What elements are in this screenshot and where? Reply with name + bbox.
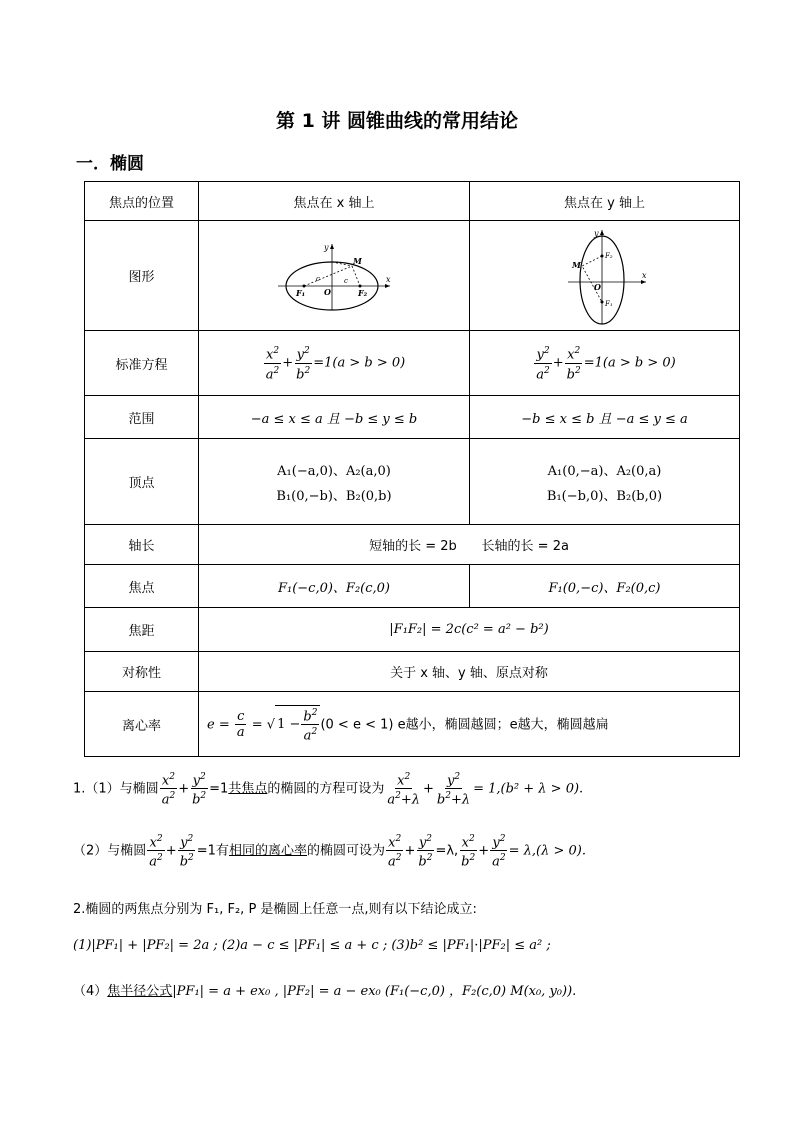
note-5-prefix: （4） <box>73 984 108 999</box>
eccentricity-desc: (0 < e < 1) e越小，椭圆越圆；e越大，椭圆越扁 <box>320 717 609 732</box>
fig2-F1: F₁ <box>604 299 613 308</box>
vertex-x-b: B₁(0,−b)、B₂(0,b) <box>276 488 392 504</box>
note-2: （2）与椭圆 $\frac{x^2}{a^2}$ + $\frac{y^2}{b^2}$ =1有相同的离心率的椭圆可设为 $\frac{x^2}{a^2}$ + $\frac{y^2}{b^2}$ =λ, $\frac{x^2}{b^2}$ + $\frac{y^2}{a^2}$ = λ,(λ > 0). <box>73 834 586 870</box>
vertex-y-b: B₁(−b,0)、B₂(b,0) <box>546 488 663 504</box>
range-y: −b ≤ x ≤ b 且 −a ≤ y ≤ a <box>470 396 740 439</box>
eq-cond-x: 1(a > b > 0) <box>324 355 406 371</box>
note-5-key: 焦半径公式 <box>107 984 173 999</box>
range-x: −a ≤ x ≤ a 且 −b ≤ y ≤ b <box>199 396 470 439</box>
row-label-axis: 轴长 <box>85 525 199 565</box>
page-title: 第 1 讲 圆锥曲线的常用结论 <box>275 110 519 132</box>
note-2-mid: 的椭圆可设为 <box>306 843 385 859</box>
header-y-axis: 焦点在 y 轴上 <box>470 182 740 221</box>
note-1-tail: = 1,(b² + λ > 0). <box>473 781 584 797</box>
row-label-eccentricity: 离心率 <box>85 692 199 757</box>
section-heading: 一．椭圆 <box>76 154 144 174</box>
vertex-y <box>470 439 740 525</box>
header-position: 焦点的位置 <box>85 182 199 221</box>
ellipse-y-figure <box>560 226 650 326</box>
row-label-equation: 标准方程 <box>85 331 199 396</box>
note-2-tail: = λ,(λ > 0). <box>508 843 586 859</box>
fig2-x: x <box>641 270 647 280</box>
axis-length: 短轴的长 = 2b 长轴的长 = 2a <box>199 525 740 565</box>
note-1: 1.（1）与椭圆 $\frac{x^2}{a^2}$ + $\frac{y^2}{b^2}$ =1共焦点的椭圆的方程可设为 $\frac{x^2}{a^2+\lambda}$ + $\frac{y^2}{b^2+\lambda}$ = 1,(b² + λ > 0). <box>73 772 584 808</box>
fig2-O: O <box>593 281 601 292</box>
note-1-prefix: 1.（1）与椭圆 <box>73 781 159 797</box>
eccentricity: e = $\frac{c}{a}$ = √ 1 − $\frac{b^2}{a^2}$ (0 < e < 1) e越小，椭圆越圆；e越大，椭圆越扁 <box>199 692 740 757</box>
note-3: 2.椭圆的两焦点分别为 F₁, F₂, P 是椭圆上任意一点,则有以下结论成立: <box>73 902 477 917</box>
focus-y: F₁(0,−c)、F₂(0,c) <box>470 565 740 608</box>
note-2-prefix: （2）与椭圆 <box>73 843 147 859</box>
fig1-c1: c <box>316 274 320 283</box>
vertex-x <box>199 439 470 525</box>
ellipse-table <box>84 181 740 757</box>
note-5 <box>73 980 576 999</box>
note-2-key: 相同的离心率 <box>228 843 307 859</box>
row-label-range: 范围 <box>85 396 199 439</box>
ellipse-x-figure <box>274 240 394 312</box>
fig2-F2: F₂ <box>604 251 613 260</box>
note-1-mid: 的椭圆的方程可设为 <box>267 781 385 797</box>
symmetry: 关于 x 轴、y 轴、原点对称 <box>199 652 740 692</box>
fig1-c2: c <box>344 276 348 285</box>
row-label-vertex: 顶点 <box>85 439 199 525</box>
eq-cond-y: 1(a > b > 0) <box>594 355 676 371</box>
fig1-x: x <box>386 274 391 284</box>
vertex-y-a: A₁(0,−a)、A₂(0,a) <box>547 463 662 479</box>
fig1-F1: F₁ <box>296 287 306 298</box>
note-4: (1)|PF₁| + |PF₂| = 2a ; (2)a − c ≤ |PF₁| ≤ a + c ; (3)b² ≤ |PF₁|·|PF₂| ≤ a² ; <box>73 938 551 953</box>
fig1-y: y <box>324 242 329 252</box>
graph-y-cell <box>470 221 740 331</box>
note-1-key: 共焦点 <box>228 781 268 797</box>
fig2-M: M <box>571 259 581 270</box>
graph-x-cell <box>199 221 470 331</box>
fig1-F2: F₂ <box>358 287 368 298</box>
fig1-M: M <box>353 255 362 266</box>
row-label-symmetry: 对称性 <box>85 652 199 692</box>
note-2-has: 有 <box>215 843 229 859</box>
focal-distance: |F₁F₂| = 2c(c² = a² − b²) <box>199 608 740 652</box>
row-label-focal-distance: 焦距 <box>85 608 199 652</box>
focus-x: F₁(−c,0)、F₂(c,0) <box>199 565 470 608</box>
row-label-focus: 焦点 <box>85 565 199 608</box>
vertex-x-a: A₁(−a,0)、A₂(a,0) <box>277 463 391 479</box>
header-x-axis: 焦点在 x 轴上 <box>199 182 470 221</box>
fig1-O: O <box>324 286 331 297</box>
equation-y: $\frac{y^2}{a^2}$ + $\frac{x^2}{b^2}$ =1(a > b > 0) <box>470 331 740 396</box>
row-label-graph: 图形 <box>85 221 199 331</box>
equation-x: $\frac{x^2}{a^2}$ + $\frac{y^2}{b^2}$ =1(a > b > 0) <box>199 331 470 396</box>
note-5-formula: |PF₁| = a + ex₀ , |PF₂| = a − ex₀ (F₁(−c,0) ，F₂(c,0) M(x₀, y₀)). <box>172 984 577 999</box>
fig2-y: y <box>593 228 599 238</box>
